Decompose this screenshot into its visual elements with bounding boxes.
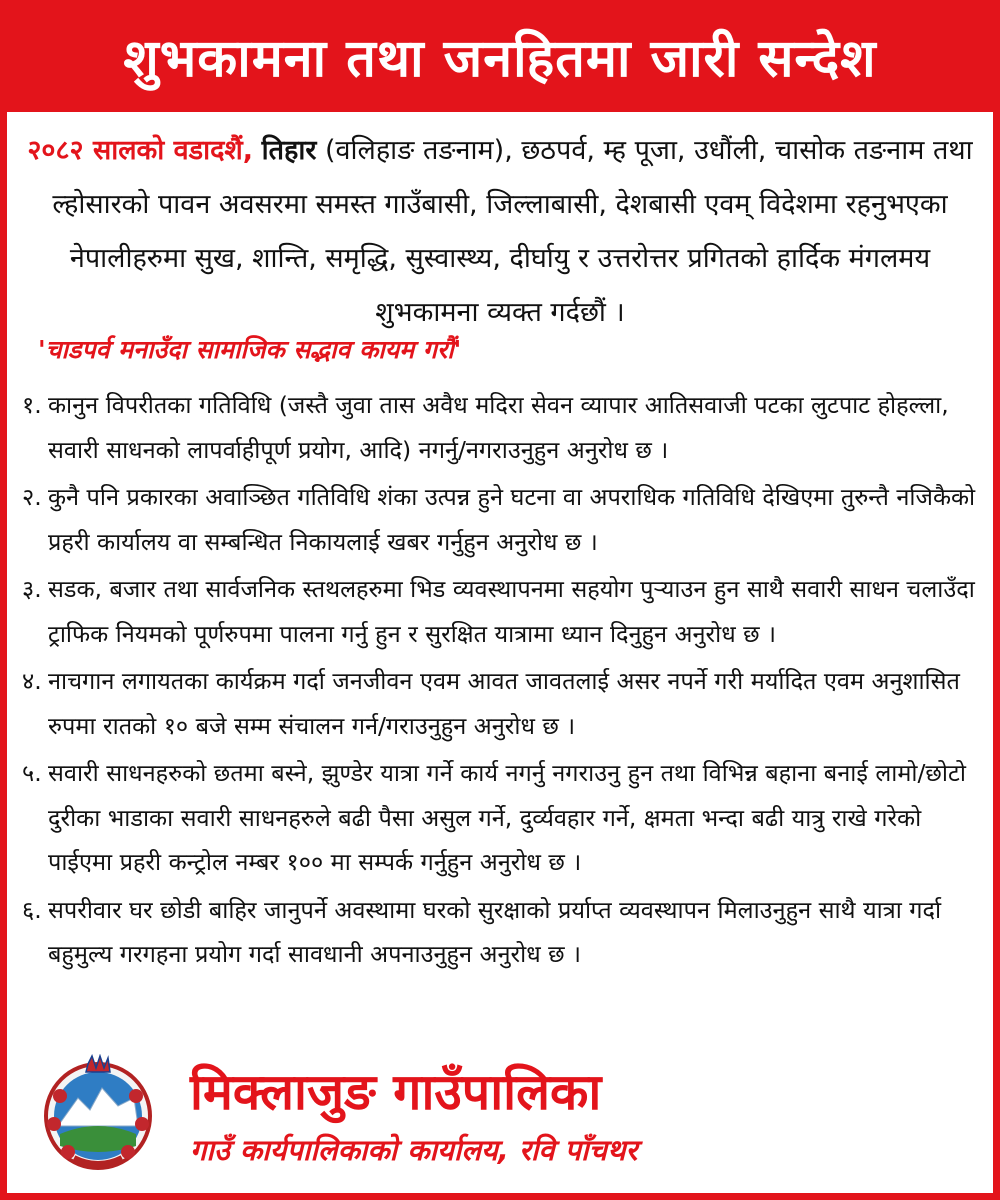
list-item-text: नाचगान लगायतका कार्यक्रम गर्दा जनजीवन एवम आवत जावतलाई असर नपर्ने गरी मर्यादित एवम अनुशासित रुपमा रातको १० बजे सम्म संचालन गर्न/गराउनुहुन अनुरोध छ । — [48, 667, 960, 740]
intro-bold-word: तिहार — [261, 135, 317, 166]
footer — [0, 1050, 1000, 1200]
list-item-text: सपरीवार घर छोडी बाहिर जानुपर्ने अवस्थामा घरको सुरक्षाको प्रर्याप्त व्यवस्थापन मिलाउनुहुन साथै यात्रा गर्दा बहुमुल्य गरगहना प्रयोग गर्दा सावधानी अपनाउनुहुन अनुरोध छ । — [48, 895, 942, 968]
list-item-number: १. — [22, 391, 42, 419]
list-item-number: २. — [22, 483, 42, 511]
list-item-text: सवारी साधनहरुको छतमा बस्ने, झुण्डेर यात्रा गर्ने कार्य नगर्नु नगराउनु हुन तथा विभिन्न बहाना बनाई लामो/छोटो दुरीका भाडाका सवारी साधनहरुले बढी पैसा असुल गर्ने, दुर्व्यवहार गर्ने, क्षमता भन्दा बढी यात्रु राखे गरेको पाईएमा प्रहरी कन्ट्रोल नम्बर १०० मा सम्पर्क गर्नुहुन अनुरोध छ । — [48, 759, 966, 876]
intro-highlight: २०८२ सालको वडादशैं, — [27, 135, 254, 166]
slogan: 'चाडपर्व मनाउँदा सामाजिक सद्भाव कायम गरौं' — [38, 335, 462, 364]
list-item-number: ५. — [22, 759, 42, 787]
list-item-text: कानुन विपरीतका गतिविधि (जस्तै जुवा तास अवैध मदिरा सेवन व्यापार आतिसवाजी पटका लुटपाट होहल्ला, सवारी साधनको लापर्वाहीपूर्ण प्रयोग, आदि) नगर्नु/नगराउनुहुन अनुरोध छ । — [48, 391, 949, 464]
list-item — [22, 567, 982, 656]
office-subtitle: गाउँ कार्यपालिकाको कार्यालय, रवि पाँचथर — [190, 1133, 638, 1167]
list-item — [22, 751, 982, 885]
office-name: मिक्लाजुङ गाउँपालिका — [190, 1063, 602, 1121]
list-item — [22, 475, 982, 564]
header-banner — [0, 0, 1000, 112]
notice-list — [22, 383, 982, 980]
list-item-number: ६. — [22, 895, 42, 924]
list-item-text: सडक, बजार तथा सार्वजनिक स्तथलहरुमा भिड व्यवस्थापनमा सहयोग पुऱ्याउन हुन साथै सवारी साधन चलाउँदा ट्राफिक नियमको पूर्णरुपमा पालना गर्नु हुन र सुरक्षित यात्रामा ध्यान दिनुहुन अनुरोध छ । — [48, 575, 975, 648]
list-item-text: कुनै पनि प्रकारका अवाञ्छित गतिविधि शंका उत्पन्न हुने घटना वा अपराधिक गतिविधि देखिएमा तुरुन्तै नजिकैको प्रहरी कार्यालय वा सम्बन्धित निकायलाई खबर गर्नुहुन अनुरोध छ । — [48, 483, 976, 556]
list-item — [22, 383, 982, 472]
list-item-number: ४. — [22, 667, 42, 695]
page-title: शुभकामना तथा जनहितमा जारी सन्देश — [123, 28, 877, 89]
list-item-number: ३. — [22, 575, 42, 603]
list-item — [22, 888, 982, 977]
intro-body: (वलिहाङ तङनाम), छठपर्व, म्ह पूजा, उधौंली, चासोक तङनाम तथा ल्होसारको पावन अवसरमा समस्त गाउँबासी, जिल्लाबासी, देशबासी एवम् विदेशमा रहनुभएका नेपालीहरुमा सुख, शान्ति, समृद्धि, सुस्वास्थ्य, दीर्घायु र उत्तरोत्तर प्रगितको हार्दिक मंगलमय शुभकामना व्यक्त गर्दछौं । — [52, 135, 973, 328]
intro-paragraph — [20, 124, 980, 340]
list-item — [22, 659, 982, 748]
nepal-emblem-icon — [38, 1054, 158, 1174]
